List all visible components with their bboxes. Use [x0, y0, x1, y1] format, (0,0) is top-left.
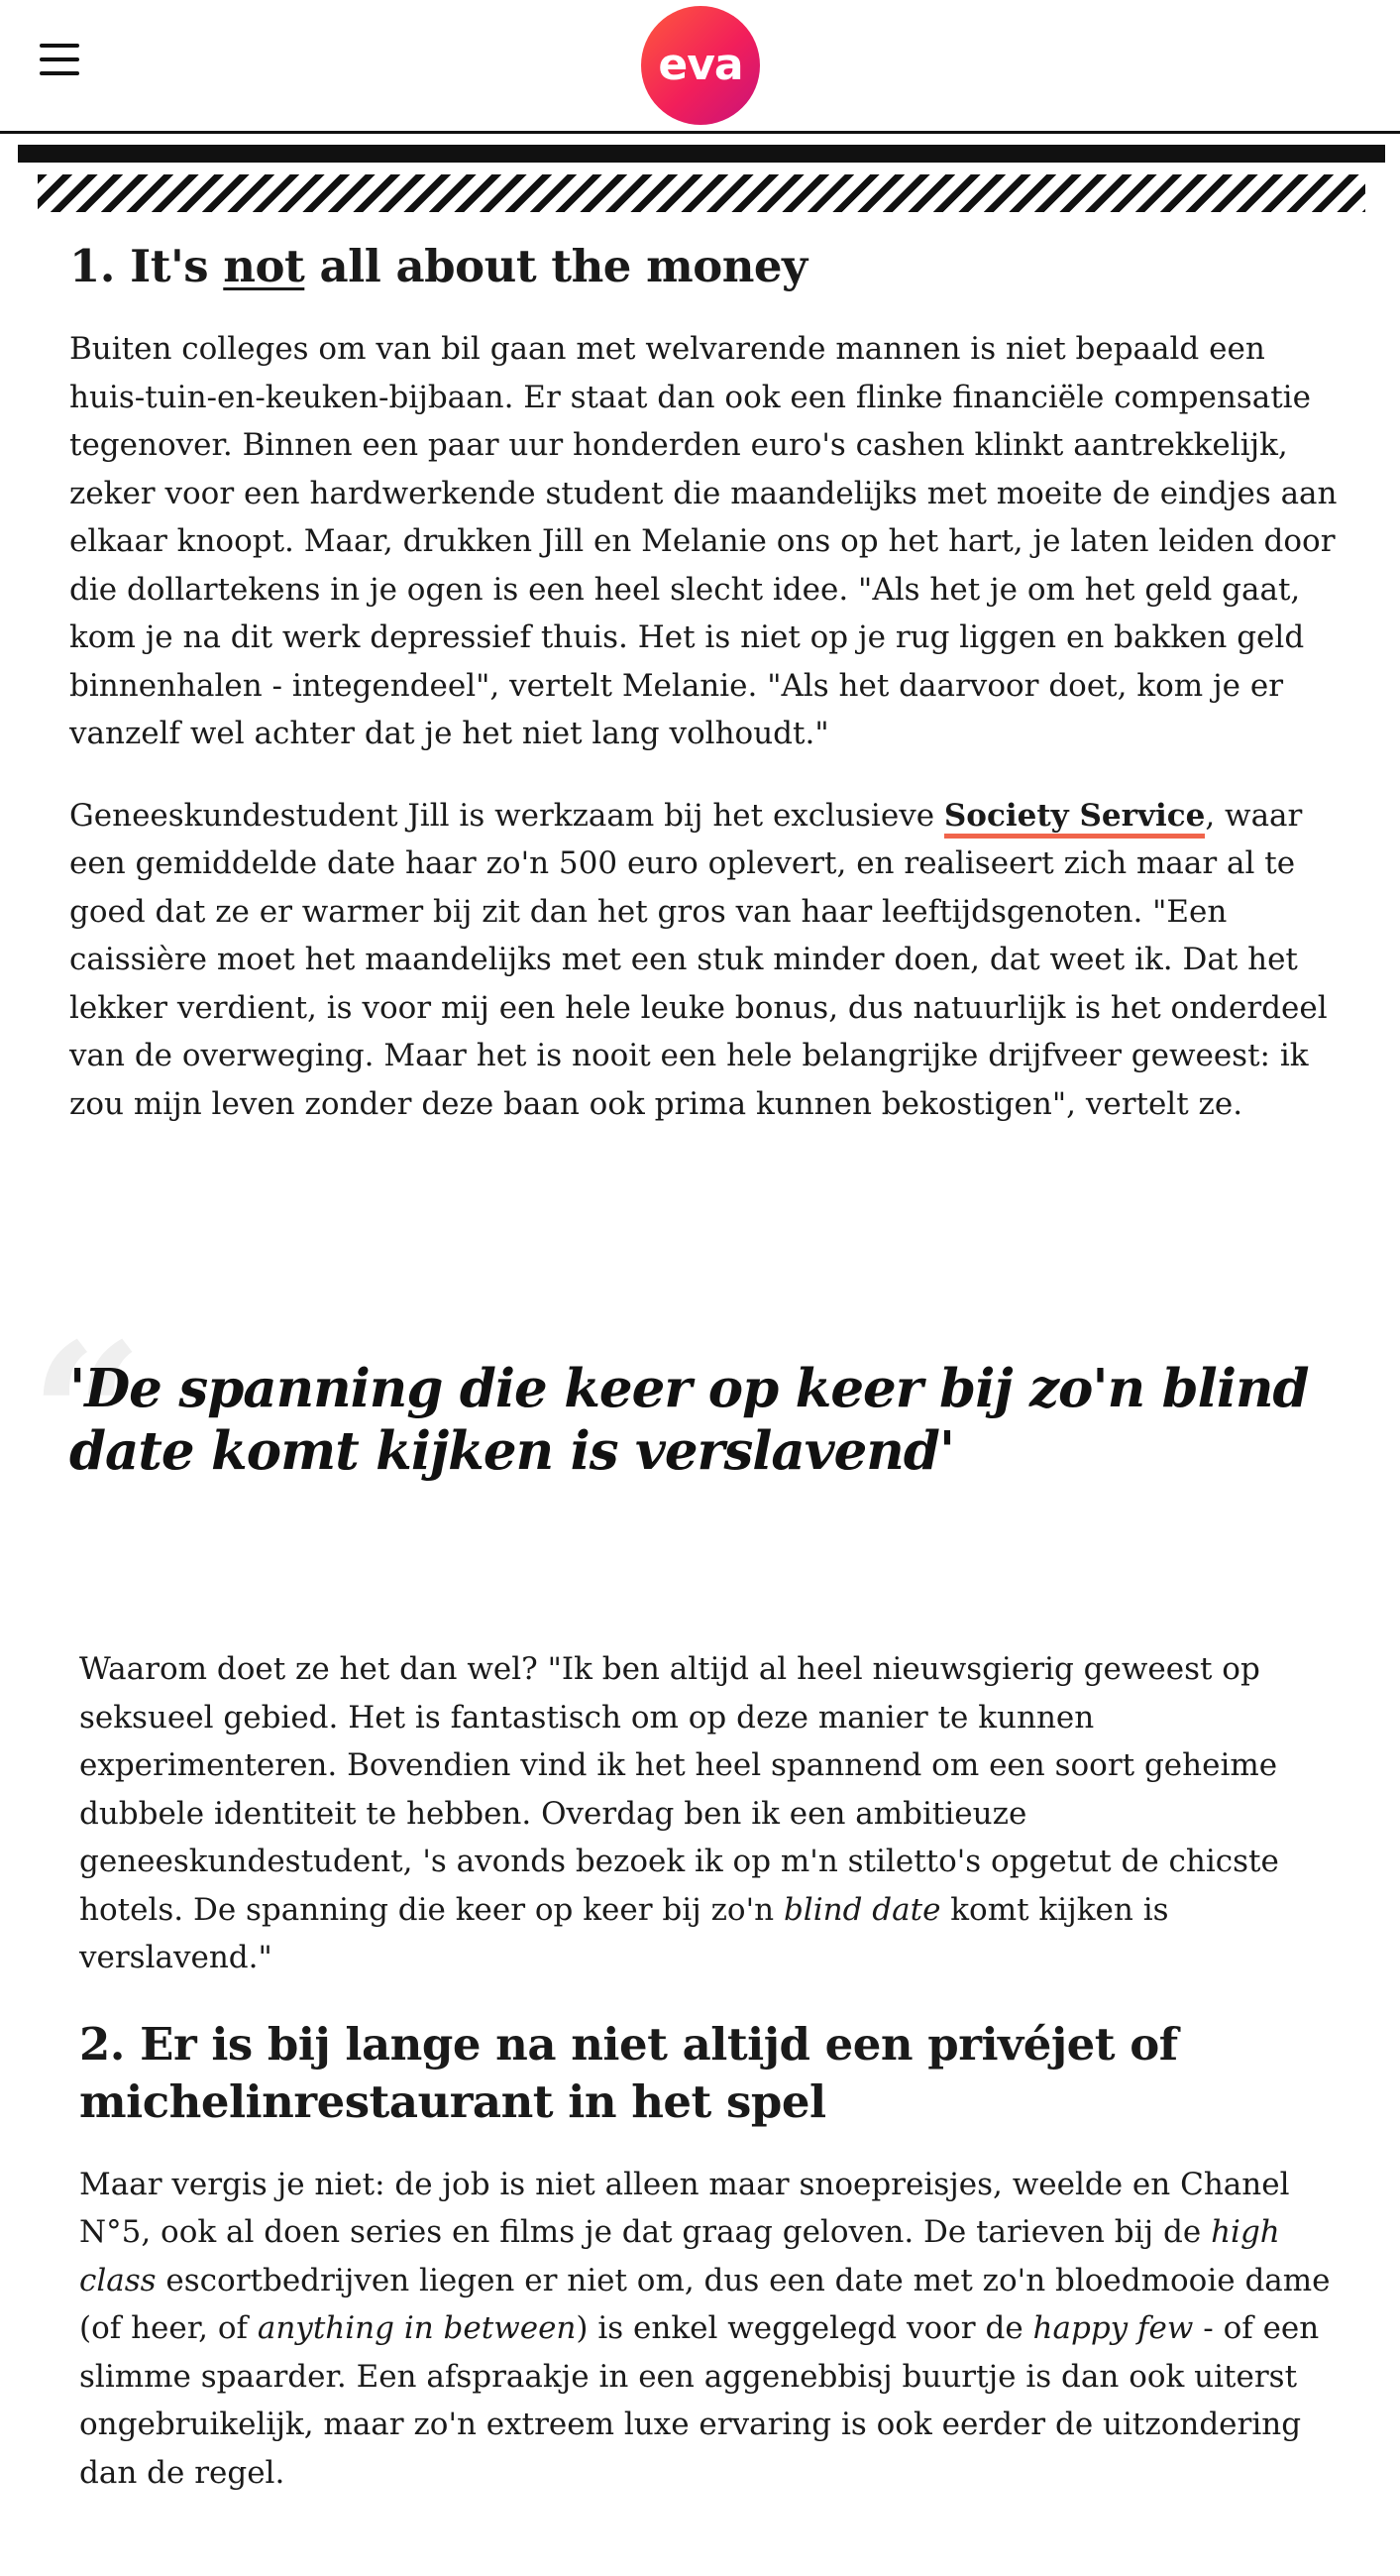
section-heading-1 [69, 238, 1343, 295]
paragraph-text: , waar een gemiddelde date haar zo'n 500 euro oplevert, en realiseert zich maar al te goed dat ze er warmer bij zit dan het gros van haar leeftijdsgenoten. "Een caissière moet het maandelijks met een stuk minder doen, dat weet ik. Dat het lekker verdient, is voor mij een hele leuke bonus, dus natuurlijk is het onderdeel van de overweging. Maar het is nooit een hele belangrijke drijfveer geweest: ik zou mijn leven zonder deze baan ook prima kunnen bekostigen", vertelt ze. [69, 797, 1328, 1122]
quote-mark-icon: “ [30, 1300, 145, 1533]
society-service-link[interactable]: Society Service [944, 798, 1205, 839]
paragraph-emphasis: high class [79, 2214, 1280, 2298]
heading-text: 1. It's [69, 240, 224, 292]
paragraph [69, 792, 1343, 1129]
site-header [0, 0, 1400, 134]
paragraph [79, 2161, 1347, 2498]
paragraph [79, 1645, 1347, 1982]
article-body [69, 238, 1343, 1162]
heading-emphasis: not [223, 240, 305, 292]
paragraph-text: komt kijken is verslavend." [79, 1891, 1169, 1975]
menu-line [40, 71, 79, 75]
paragraph: Buiten colleges om van bil gaan met welvarende mannen is niet bepaald een huis-tuin-en-keuken-bijbaan. Er staat dan ook een flinke financiële compensatie tegenover. Binnen een paar uur honderden euro's cashen klinkt aantrekkelijk, zeker voor een hardwerkende student die maandelijks met moeite de eindjes aan elkaar knoopt. Maar, drukken Jill en Melanie ons op het hart, je laten leiden door die dollartekens in je ogen is een heel slecht idee. "Als het je om het geld gaat, kom je na dit werk depressief thuis. Het is niet op je rug liggen en bakken geld binnenhalen - integendeel", vertelt Melanie. "Als het daarvoor doet, kom je er vanzelf wel achter dat je het niet lang volhoudt." [69, 331, 1338, 751]
paragraph-emphasis: blind date [783, 1891, 941, 1928]
menu-line [40, 57, 79, 61]
eva-logo[interactable]: eva [641, 6, 760, 125]
pull-quote-text: 'De spanning die keer op keer bij zo'n blind date komt kijken is verslavend' [69, 1358, 1309, 1482]
paragraph-text: escortbedrijven liegen er niet om, dus een date met zo'n bloedmooie dame (of heer, of [79, 2262, 1331, 2346]
hamburger-menu-icon[interactable] [40, 44, 79, 75]
divider-bar [18, 145, 1385, 163]
paragraph-text: - of een slimme spaarder. Een afspraakje in een aggenebbisj buurtje is dan ook uiterst ongebruikelijk, maar zo'n extreem luxe ervaring is ook eerder de uitzondering dan de regel. [79, 2310, 1320, 2491]
hatched-divider [38, 174, 1365, 212]
paragraph-text: ) is enkel weggelegd voor de [576, 2310, 1033, 2346]
paragraph-emphasis: anything in between [257, 2310, 577, 2346]
article-body-continued [79, 1645, 1347, 2530]
paragraph-text: Geneeskundestudent Jill is werkzaam bij het exclusieve [69, 797, 944, 834]
menu-line [40, 44, 79, 48]
heading-text: all about the money [304, 240, 808, 292]
section-heading-2: 2. Er is bij lange na niet altijd een privéjet of michelinrestaurant in het spel [79, 2017, 1178, 2128]
paragraph-emphasis: happy few [1032, 2310, 1194, 2346]
pull-quote [30, 1300, 1347, 1533]
paragraph-text: Maar vergis je niet: de job is niet alleen maar snoepreisjes, weelde en Chanel N°5, ook al doen series en films je dat graag geloven. De tarieven bij de [79, 2166, 1290, 2250]
paragraph-text: Waarom doet ze het dan wel? "Ik ben altijd al heel nieuwsgierig geweest op seksueel gebied. Het is fantastisch om op deze manier te kunnen experimenteren. Bovendien vind ik het heel spannend om een soort geheime dubbele identiteit te hebben. Overdag ben ik een ambitieuze geneeskundestudent, 's avonds bezoek ik op m'n stiletto's opgetut de chicste hotels. De spanning die keer op keer bij zo'n [79, 1651, 1279, 1928]
